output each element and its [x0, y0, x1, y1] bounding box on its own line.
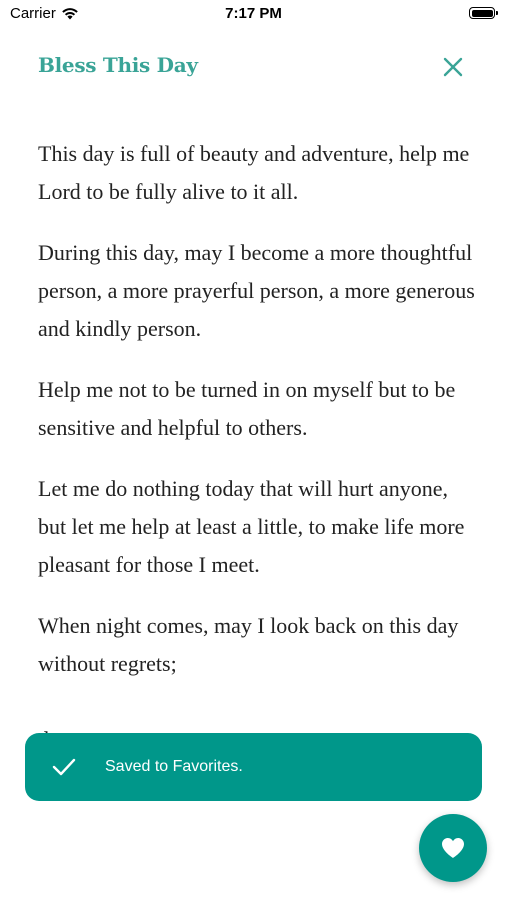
saved-toast [25, 733, 482, 801]
favorite-button[interactable] [419, 814, 487, 882]
prayer-text [38, 135, 478, 782]
status-bar [0, 0, 507, 30]
close-icon [443, 57, 463, 77]
battery-icon [469, 7, 495, 19]
checkmark-icon [51, 754, 77, 780]
status-time: 7:17 PM [225, 5, 282, 22]
prayer-paragraph: During this day, may I become a more thoughtful person, a more prayerful person, a more generous and kindly person. [38, 240, 475, 341]
prayer-paragraph: When night comes, may I look back on this day without regrets; [38, 613, 459, 676]
heart-icon [440, 836, 466, 860]
prayer-paragraph: Help me not to be turned in on myself but to be sensitive and helpful to others. [38, 377, 456, 440]
page-title: Bless This Day [38, 53, 198, 77]
close-button[interactable] [436, 50, 470, 84]
carrier-label: Carrier [10, 5, 56, 22]
toast-message: Saved to Favorites. [105, 758, 243, 775]
battery-level [472, 10, 493, 17]
prayer-paragraph: This day is full of beauty and adventure, help me Lord to be fully alive to it all. [38, 141, 470, 204]
prayer-paragraph: Let me do nothing today that will hurt anyone, but let me help at least a little, to make life more pleasant for those I meet. [38, 476, 465, 577]
